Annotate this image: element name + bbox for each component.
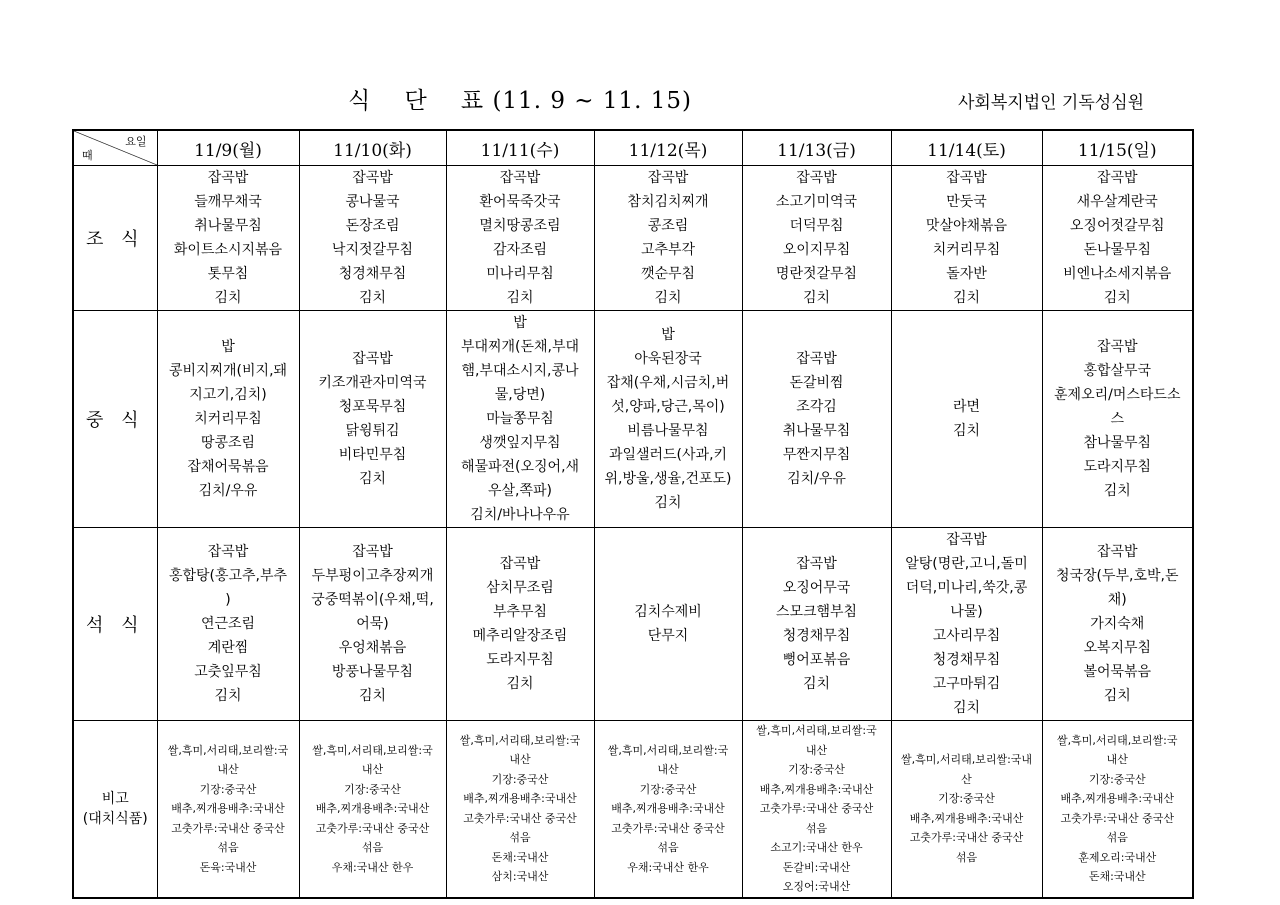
menu-item: 비름나물무침 <box>627 423 709 439</box>
menu-item: 방풍나물무침 <box>331 664 414 680</box>
menu-item: 섯,양파,당근,목이) <box>611 399 725 415</box>
menu-item: 쌀,흑미,서리태,보리쌀:국내 <box>900 753 1033 767</box>
menu-item: 기장:중국산 <box>788 763 845 776</box>
menu-item: 오징어:국내산 <box>782 880 851 893</box>
breakfast-row <box>73 166 1193 311</box>
menu-item: 더덕무침 <box>789 218 844 234</box>
menu-item: 쌀,흑미,서리태,보리쌀:국 <box>1057 733 1178 747</box>
menu-item: 키조개관자미역국 <box>318 375 427 391</box>
menu-item: 고춧가루:국내산 중국산 <box>611 821 725 835</box>
menu-item: 감자조림 <box>492 242 548 258</box>
menu-item: 햄,부대소시지,콩나 <box>461 363 579 379</box>
menu-cell <box>742 166 891 311</box>
menu-item: 우엉채볶음 <box>338 640 407 656</box>
menu-item: 명란젓갈무침 <box>775 266 858 282</box>
menu-item: 밥 <box>221 339 235 355</box>
menu-cell <box>594 528 742 721</box>
menu-item: 쌀,흑미,서리태,보리쌀:국 <box>756 724 877 737</box>
menu-item: 나물) <box>950 604 983 620</box>
menu-item: 내산 <box>805 743 828 757</box>
menu-item: 훈제오리:국내산 <box>1078 850 1157 864</box>
menu-item: 메추리알장조림 <box>472 628 568 644</box>
menu-item: 김치/바나나우유 <box>470 507 570 523</box>
menu-item: 잡곡밥 <box>352 544 393 560</box>
menu-item: 배추,찌개용배추:국내산 <box>1060 792 1174 806</box>
menu-item: 톳무침 <box>207 266 249 282</box>
menu-cell <box>446 166 594 311</box>
day-header: 11/9(월) <box>157 130 299 166</box>
menu-item: 배추,찌개용배추:국내산 <box>759 782 874 796</box>
menu-item: 단무지 <box>647 628 689 644</box>
menu-item: 김치 <box>358 471 387 487</box>
note-cell <box>594 721 742 898</box>
menu-item: 쌀,흑미,서리태,보리쌀:국 <box>312 743 433 757</box>
menu-item: 참나물무침 <box>1083 435 1152 451</box>
menu-item: 돈육:국내산 <box>199 860 257 874</box>
menu-item: 김치 <box>654 495 682 511</box>
menu-item: 잡곡밥 <box>796 170 837 186</box>
menu-item: 우채:국내산 한우 <box>331 860 414 874</box>
menu-item: 쌀,흑미,서리태,보리쌀:국 <box>607 743 729 757</box>
menu-item: 홍합탕(홍고추,부추 <box>168 568 288 584</box>
menu-item: 잡채(우채,시금치,버 <box>606 375 730 391</box>
page-title: 식 단 표 (11. 9 ~ 11. 15) <box>348 88 692 114</box>
menu-item: 고춧가루:국내산 중국산 <box>315 821 430 835</box>
menu-item: 김치 <box>214 688 242 704</box>
menu-item: 김치 <box>1103 688 1131 704</box>
menu-item: 낙지젓갈무침 <box>331 242 414 258</box>
menu-item: 잡곡밥 <box>946 170 987 186</box>
menu-item: 연근조림 <box>200 616 256 632</box>
menu-item: 무짠지무침 <box>782 447 851 463</box>
menu-cell <box>1042 528 1193 721</box>
dinner-row <box>73 528 1193 721</box>
menu-item: 고사리무침 <box>932 628 1001 644</box>
menu-item: 어묵) <box>356 616 389 632</box>
menu-item: 가지숙채 <box>1090 616 1145 632</box>
menu-cell <box>742 528 891 721</box>
menu-item: 고춧가루:국내산 중국산 <box>463 811 577 825</box>
menu-item: 치커리무침 <box>194 411 262 427</box>
menu-cell <box>891 311 1042 528</box>
note-cell <box>742 721 891 898</box>
organization-name: 사회복지법인 기독성심원 <box>958 93 1145 113</box>
meal-label: 조 식 <box>73 166 157 311</box>
menu-item: 스 <box>1110 411 1125 427</box>
menu-item: 오복지무침 <box>1083 640 1152 656</box>
menu-item: 청경채무침 <box>338 266 407 282</box>
menu-item: 화이트소시지볶음 <box>173 242 283 258</box>
day-header: 11/11(수) <box>446 130 594 166</box>
menu-item: 깻순무침 <box>640 266 696 282</box>
menu-item: 김치 <box>506 290 534 306</box>
menu-item: 볼어묵볶음 <box>1083 664 1152 680</box>
menu-item: 도라지무침 <box>486 652 554 668</box>
menu-item: 섞음 <box>361 841 384 854</box>
menu-cell <box>1042 311 1193 528</box>
meal-plan-body <box>73 166 1193 898</box>
header-row <box>73 130 1193 166</box>
menu-item: 잡곡밥 <box>352 170 393 186</box>
menu-item: 잡곡밥 <box>647 170 689 186</box>
day-header: 11/14(토) <box>891 130 1042 166</box>
menu-item: 고추부각 <box>640 242 696 258</box>
menu-item: 돈나물무침 <box>1083 242 1152 258</box>
menu-item: 잡곡밥 <box>1096 339 1138 355</box>
menu-item: 고춧가루:국내산 중국산 <box>759 802 874 815</box>
menu-item: 미나리무침 <box>486 266 554 282</box>
menu-item: 궁중떡볶이(우채,떡, <box>311 592 434 608</box>
menu-item: 더덕,미나리,쑥갓,콩 <box>905 580 1028 596</box>
menu-item: 섞음 <box>1106 831 1128 845</box>
menu-item: 기장:중국산 <box>639 782 697 796</box>
menu-cell <box>157 528 299 721</box>
menu-item: 고춧잎무침 <box>194 664 262 680</box>
menu-item: 콩비지찌개(비지,돼 <box>168 363 288 379</box>
menu-item: 잡곡밥 <box>1096 544 1138 560</box>
menu-item: 우살,쪽파) <box>487 483 552 499</box>
menu-item: 배추,찌개용배추:국내산 <box>611 802 725 815</box>
menu-item: 배추,찌개용배추:국내산 <box>463 792 577 806</box>
menu-item: 잡곡밥 <box>499 170 541 186</box>
menu-item: 닭윙튀김 <box>345 423 400 439</box>
menu-item: 김치수제비 <box>634 604 702 620</box>
corner-cell <box>73 130 157 166</box>
menu-item: 맛살야채볶음 <box>925 218 1008 234</box>
menu-item: 산 <box>961 772 972 786</box>
menu-cell <box>594 311 742 528</box>
menu-item: 김치 <box>952 423 981 439</box>
menu-item: 우채:국내산 한우 <box>627 860 709 874</box>
menu-item: 비타민무침 <box>338 447 407 463</box>
menu-item: 김치 <box>1103 483 1131 499</box>
menu-item: 스모크햄부침 <box>775 604 858 620</box>
menu-item: 배추,찌개용배추:국내산 <box>909 811 1024 825</box>
meal-label: 비고 (대치식품) <box>73 721 157 898</box>
menu-item: 도라지무침 <box>1083 459 1152 475</box>
menu-item: 오이지무침 <box>782 242 851 258</box>
menu-item: 과일샐러드(사과,키 <box>608 447 728 463</box>
menu-item: 생깻잎지무침 <box>479 435 561 451</box>
day-header: 11/13(금) <box>742 130 891 166</box>
menu-item: 배추,찌개용배추:국내산 <box>171 802 285 815</box>
menu-item: 소고기미역국 <box>775 194 858 210</box>
menu-item: 배추,찌개용배추:국내산 <box>315 802 430 815</box>
menu-item: 해물파전(오징어,새 <box>460 459 580 475</box>
menu-item: 위,방울,생율,건포도) <box>604 471 732 487</box>
menu-item: 내산 <box>657 763 679 776</box>
menu-item: 내산 <box>509 753 531 767</box>
menu-item: 섞음 <box>509 831 531 845</box>
menu-item: 잡곡밥 <box>1096 170 1138 186</box>
menu-item: 돈채:국내산 <box>491 850 549 864</box>
menu-item: 부추무침 <box>492 604 548 620</box>
menu-item: 삼치:국내산 <box>491 870 549 884</box>
day-header: 11/15(일) <box>1042 130 1193 166</box>
menu-item: 청포묵무침 <box>338 399 407 415</box>
menu-item: 잡채어묵볶음 <box>187 459 269 475</box>
menu-item: 잡곡밥 <box>207 544 249 560</box>
menu-item: 참치김치찌개 <box>627 194 709 210</box>
menu-item: 소고기:국내산 한우 <box>770 841 863 854</box>
note-cell <box>1042 721 1193 898</box>
menu-item: 오징어젓갈무침 <box>1069 218 1165 234</box>
menu-item: 쌀,흑미,서리태,보리쌀:국 <box>167 743 289 757</box>
menu-item: 김치 <box>654 290 682 306</box>
day-header: 11/12(목) <box>594 130 742 166</box>
menu-cell <box>1042 166 1193 311</box>
menu-cell <box>891 166 1042 311</box>
menu-item: 잡곡밥 <box>499 556 541 572</box>
menu-item: 물,당면) <box>494 387 546 403</box>
menu-item: 고구마튀김 <box>932 676 1001 692</box>
menu-item: 삼치무조림 <box>486 580 554 596</box>
menu-cell <box>891 528 1042 721</box>
menu-item: 만둣국 <box>946 194 987 210</box>
menu-cell <box>299 528 446 721</box>
menu-item: 기장:중국산 <box>1088 772 1146 786</box>
menu-item: 훈제오리/머스타드소 <box>1054 387 1181 403</box>
notes-row <box>73 721 1193 898</box>
menu-item: 지고기,김치) <box>189 387 267 403</box>
menu-item: 채) <box>1107 592 1127 608</box>
menu-item: 김치 <box>802 676 831 692</box>
menu-item: 김치 <box>358 688 387 704</box>
menu-item: 섞음 <box>955 850 978 864</box>
menu-item: 쌀,흑미,서리태,보리쌀:국 <box>459 733 581 747</box>
menu-item: 김치 <box>1103 290 1131 306</box>
menu-item: 고춧가루:국내산 중국산 <box>171 821 285 835</box>
menu-item: 콩조림 <box>647 218 689 234</box>
menu-cell <box>157 166 299 311</box>
menu-item: 잡곡밥 <box>796 351 837 367</box>
menu-item: 오징어무국 <box>782 580 851 596</box>
menu-item: 김치/우유 <box>198 483 258 499</box>
meal-plan-table <box>72 129 1194 899</box>
menu-item: 고춧가루:국내산 중국산 <box>1060 811 1174 825</box>
menu-item: 두부펑이고추장찌개 <box>311 568 434 584</box>
menu-item: 새우살계란국 <box>1076 194 1158 210</box>
menu-item: 기장:중국산 <box>199 782 257 796</box>
menu-cell <box>594 166 742 311</box>
menu-item: 뻥어포볶음 <box>782 652 851 668</box>
menu-item: 섞음 <box>217 841 239 854</box>
menu-item: 청국장(두부,호박,돈 <box>1055 568 1179 584</box>
menu-cell <box>299 311 446 528</box>
menu-item: 고춧가루:국내산 중국산 <box>909 831 1024 845</box>
menu-item: 내산 <box>361 763 384 776</box>
menu-item: 계란찜 <box>207 640 249 656</box>
menu-item: 돈갈비찜 <box>789 375 844 391</box>
title-bar <box>0 82 1280 118</box>
menu-item: 김치 <box>952 700 981 716</box>
menu-item: 돈갈비:국내산 <box>782 860 851 874</box>
menu-item: 돈채:국내산 <box>1088 870 1146 884</box>
menu-item: 기장:중국산 <box>938 792 995 806</box>
menu-item: 취나물무침 <box>782 423 851 439</box>
menu-cell <box>299 166 446 311</box>
note-cell <box>299 721 446 898</box>
menu-cell <box>157 311 299 528</box>
menu-item: 돈장조림 <box>345 218 400 234</box>
menu-cell <box>742 311 891 528</box>
menu-item: 환어묵죽갓국 <box>479 194 561 210</box>
menu-item: 치커리무침 <box>932 242 1001 258</box>
lunch-row <box>73 311 1193 528</box>
day-header: 11/10(화) <box>299 130 446 166</box>
menu-item: 마늘쫑무침 <box>486 411 554 427</box>
menu-item: 취나물무침 <box>194 218 262 234</box>
note-cell <box>446 721 594 898</box>
menu-item: ) <box>225 592 231 608</box>
menu-item: 들깨무채국 <box>194 194 262 210</box>
menu-item: 김치 <box>802 290 831 306</box>
corner-meal-label: 때 <box>82 149 93 162</box>
menu-item: 청경채무침 <box>782 628 851 644</box>
menu-item: 김치 <box>506 676 534 692</box>
menu-item: 잡곡밥 <box>352 351 393 367</box>
menu-item: 멸치땅콩조림 <box>479 218 561 234</box>
menu-item: 청경채무침 <box>932 652 1001 668</box>
menu-item: 내산 <box>1106 753 1128 767</box>
menu-item: 섞음 <box>657 841 679 854</box>
menu-item: 내산 <box>217 763 239 776</box>
menu-item: 잡곡밥 <box>207 170 249 186</box>
menu-item: 김치 <box>214 290 242 306</box>
menu-item: 김치 <box>358 290 387 306</box>
menu-item: 콩나물국 <box>345 194 400 210</box>
menu-item: 땅콩조림 <box>200 435 256 451</box>
menu-item: 알탕(명란,고니,돌미 <box>905 556 1028 572</box>
note-cell <box>891 721 1042 898</box>
menu-item: 기장:중국산 <box>344 782 401 796</box>
menu-item: 밥 <box>513 315 527 331</box>
menu-item: 비엔나소세지볶음 <box>1063 266 1172 282</box>
menu-item: 김치/우유 <box>787 471 846 487</box>
meal-label: 석 식 <box>73 528 157 721</box>
menu-item: 라면 <box>952 399 981 415</box>
menu-item: 잡곡밥 <box>946 532 987 548</box>
menu-item: 잡곡밥 <box>796 556 837 572</box>
menu-item: 돌자반 <box>946 266 987 282</box>
menu-item: 밥 <box>661 327 675 343</box>
meal-label: 중 식 <box>73 311 157 528</box>
menu-item: 섞음 <box>805 821 828 835</box>
menu-item: 김치 <box>952 290 981 306</box>
menu-cell <box>446 528 594 721</box>
menu-item: 홍합살무국 <box>1083 363 1152 379</box>
menu-item: 조각김 <box>796 399 837 415</box>
note-cell <box>157 721 299 898</box>
menu-item: 부대찌개(돈채,부대 <box>460 339 580 355</box>
menu-item: 아욱된장국 <box>634 351 702 367</box>
menu-cell <box>446 311 594 528</box>
menu-item: 기장:중국산 <box>491 772 549 786</box>
corner-day-label: 요일 <box>125 135 147 148</box>
